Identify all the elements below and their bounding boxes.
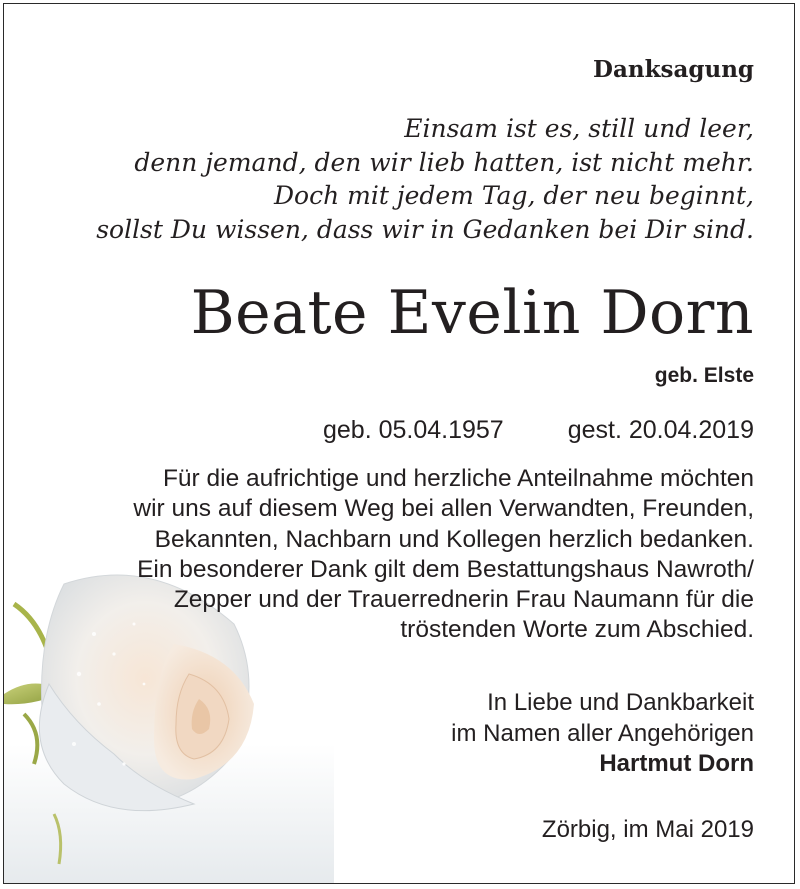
message-line: wir uns auf diesem Weg bei allen Verwandten, Freunden, bbox=[133, 495, 754, 523]
message-line: tröstenden Worte zum Abschied. bbox=[400, 616, 754, 644]
message-line: Für die aufrichtige und herzliche Anteilnahme möchten bbox=[162, 465, 754, 492]
poem-line: sollst Du wissen, dass wir in Gedanken bei Dir sind. bbox=[96, 214, 754, 244]
closing-line: In Liebe und Dankbarkeit bbox=[487, 689, 754, 716]
thank-you-message bbox=[133, 464, 754, 646]
poem bbox=[96, 112, 754, 246]
life-dates bbox=[323, 416, 754, 445]
closing-line: im Namen aller Angehörigen bbox=[451, 719, 754, 747]
poem-line: Doch mit jedem Tag, der neu beginnt, bbox=[273, 181, 754, 210]
message-line: Ein besonderer Dank gilt dem Bestattungshaus Nawroth/ bbox=[137, 555, 754, 583]
deceased-name: Beate Evelin Dorn bbox=[190, 278, 754, 348]
poem-line: denn jemand, den wir lieb hatten, ist nicht mehr. bbox=[134, 147, 754, 177]
obituary-card bbox=[3, 3, 795, 884]
message-line: Zepper und der Trauerrednerin Frau Naumann für die bbox=[173, 586, 754, 614]
birth-date: geb. 05.04.1957 bbox=[322, 416, 504, 444]
closing-block bbox=[451, 688, 754, 780]
maiden-name: geb. Elste bbox=[654, 364, 754, 387]
death-date: gest. 20.04.2019 bbox=[567, 416, 754, 444]
heading: Danksagung bbox=[593, 56, 754, 83]
signer-name: Hartmut Dorn bbox=[599, 750, 754, 777]
poem-line: Einsam ist es, still und leer, bbox=[404, 114, 754, 143]
message-line: Bekannten, Nachbarn und Kollegen herzlich bedanken. bbox=[154, 525, 754, 553]
place-and-date: Zörbig, im Mai 2019 bbox=[541, 816, 754, 843]
